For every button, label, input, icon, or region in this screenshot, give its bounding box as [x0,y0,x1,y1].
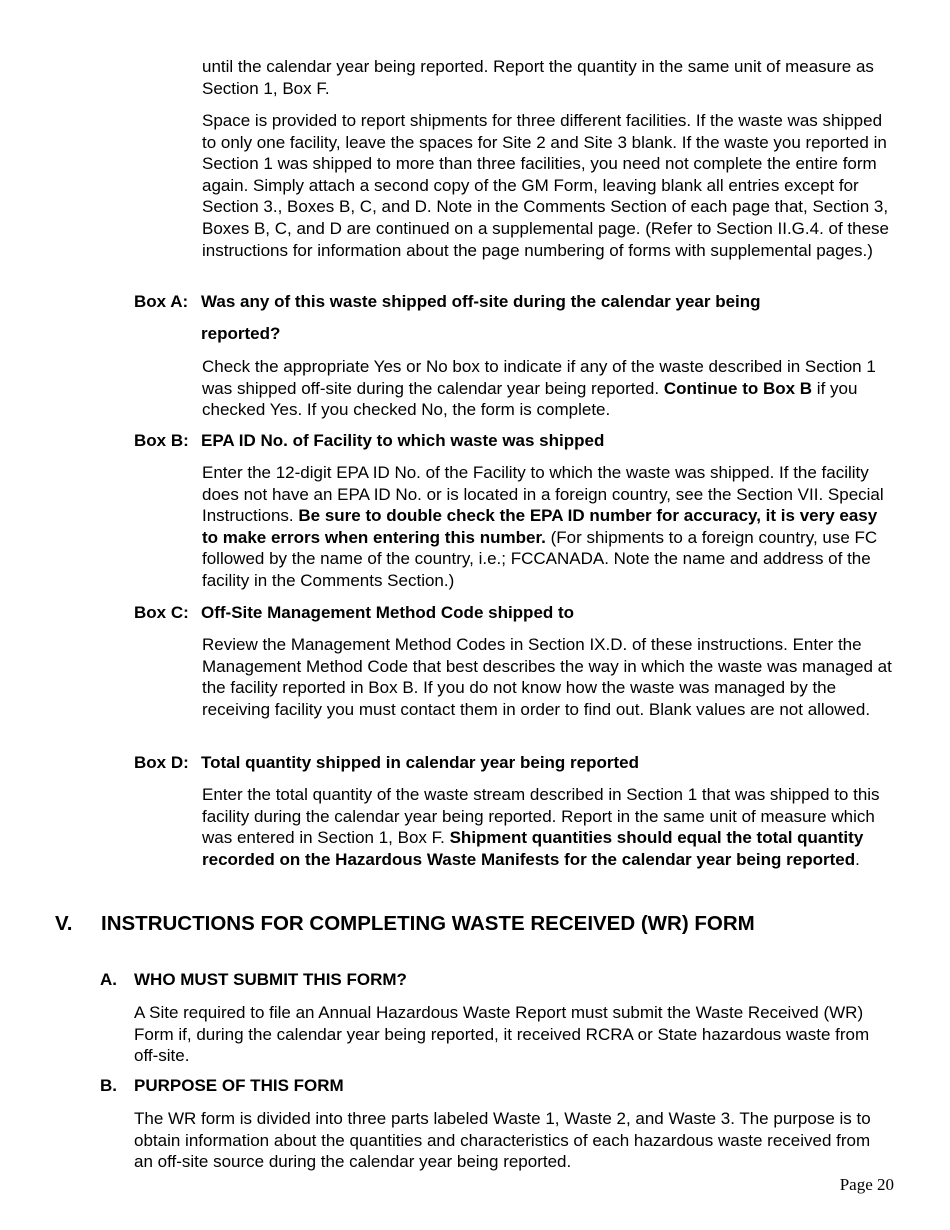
section-v-number: V. [55,912,73,935]
subsection-b-heading [100,1076,344,1096]
box-c-label: Box C: [134,603,189,622]
box-a-title-line2: reported? [201,324,281,343]
subsection-a-number: A. [100,970,117,989]
box-b-title: EPA ID No. of Facility to which waste was shipped [201,431,605,450]
subsection-b-text: The WR form is divided into three parts labeled Waste 1, Waste 2, and Waste 3. The purpose is to obtain information about the quantities and characteristics of each hazardous waste received from an off-site source during the calendar year being reported. [134,1109,871,1172]
subsection-a-title: WHO MUST SUBMIT THIS FORM? [134,970,407,989]
section-v-heading [55,912,755,936]
box-c-description: Review the Management Method Codes in Section IX.D. of these instructions. Enter the Management Method Code that best describes the way in which the waste was managed at the facility reported in Box B. If you do not know how the waste was managed by the receiving facility you must contact them in order to find out. Blank values are not allowed. [202,635,892,719]
box-a-label: Box A: [134,292,189,311]
box-b-label: Box B: [134,431,189,450]
box-d-emphasis: Shipment quantities should equal the total quantity recorded on the Hazardous Waste Manifests for the calendar year being reported [202,828,864,869]
subsection-b-number: B. [100,1076,117,1095]
box-b-description: Enter the 12-digit EPA ID No. of the Facility to which the waste was shipped. If the facility does not have an EPA ID No. or is located in a foreign country, see the Section VII. Special Instructions. Be sure to double check the EPA ID number for accuracy, it is very easy to make errors when entering this number. (For shipments to a foreign country, use FC followed by the name of the country, i.e.; FCCANADA. Note the name and address of the facility in the Comments Section.) [202,463,884,590]
box-c-title: Off-Site Management Method Code shipped to [201,603,575,622]
subsection-a-heading [100,970,407,990]
page-number: Page 20 [839,1175,894,1194]
box-c-heading [134,597,894,629]
box-d-description: Enter the total quantity of the waste stream described in Section 1 that was shipped to this facility during the calendar year being reported. Report in the same unit of measure which was entered in Section 1, Box F. Shipment quantities should equal the total quantity recorded on the Hazardous Waste Manifests for the calendar year being reported. [202,785,880,869]
box-a-emphasis: Continue to Box B [663,378,813,398]
subsection-a-text: A Site required to file an Annual Hazardous Waste Report must submit the Waste Received (WR) Form if, during the calendar year being reported, it received RCRA or State hazardous waste from off-site. [134,1003,870,1066]
section-v-title: INSTRUCTIONS FOR COMPLETING WASTE RECEIVED (WR) FORM [101,912,755,935]
box-b-emphasis: Be sure to double check the EPA ID number for accuracy, it is very easy to make errors when entering this number. [202,506,878,547]
box-d-label: Box D: [134,753,189,772]
subsection-b-title: PURPOSE OF THIS FORM [134,1076,344,1095]
box-b-heading [134,425,894,457]
box-d-heading [134,747,894,779]
intro-paragraph-2: Space is provided to report shipments for three different facilities. If the waste was shipped to only one facility, leave the spaces for Site 2 and Site 3 blank. If the waste you reported in Section 1 was shipped to more than three facilities, you need not complete the entire form again. Simply attach a second copy of the GM Form, leaving blank all entries except for Section 3., Boxes B, C, and D. Note in the Comments Section of each page that, Section 3, Boxes B, C, and D are continued on a supplemental page. (Refer to Section II.G.4. of these instructions for information about the page numbering of forms with supplemental pages.) [202,111,890,260]
box-d-title: Total quantity shipped in calendar year being reported [201,753,639,772]
box-a-title-line1: Was any of this waste shipped off-site during the calendar year being [201,292,761,311]
box-a-heading [134,286,894,350]
box-a-description: Check the appropriate Yes or No box to indicate if any of the waste described in Section 1 was shipped off-site during the calendar year being reported. Continue to Box B if you checked Yes. If you checked No, the form is complete. [202,357,876,420]
intro-paragraph-1: until the calendar year being reported. Report the quantity in the same unit of measure as Section 1, Box F. [202,57,874,98]
